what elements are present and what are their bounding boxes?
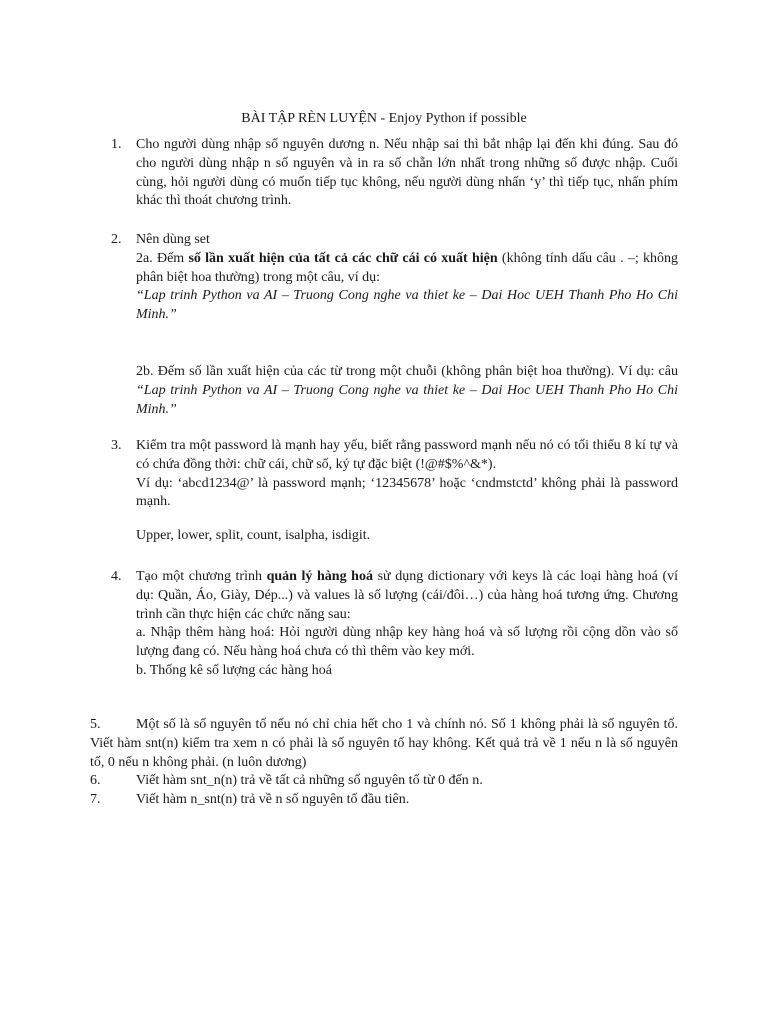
item-number: 7. bbox=[90, 792, 101, 807]
exercise-text: Một số là số nguyên tố nếu nó chỉ chia hết cho 1 và chính nó. Số 1 không phải là số nguyên tố. Viết hàm snt(n) kiểm tra xem n có phải là số nguyên tố hay không. Kết quả trả về 1 nếu n là số nguyên tố, 0 nếu n không phải. (n luôn dương) bbox=[90, 717, 678, 770]
exercise-text: Kiểm tra một password là mạnh hay yếu, biết rằng password mạnh nếu nó có tối thiểu 8 kí tự và có chứa đồng thời: chữ cái, chữ số, ký tự đặc biệt (!@#$%^&*). bbox=[136, 438, 678, 472]
exercise-1 bbox=[111, 136, 678, 211]
item-number: 4. bbox=[111, 569, 122, 584]
exercise-3 bbox=[111, 437, 678, 546]
exercise-2b-example: “Lap trinh Python va AI – Truong Cong nghe va thiet ke – Dai Hoc UEH Thanh Pho Ho Chi Minh.” bbox=[136, 382, 678, 417]
item-number: 6. bbox=[90, 773, 101, 788]
exercise-4a: a. Nhập thêm hàng hoá: Hỏi người dùng nhập key hàng hoá và số lượng rồi cộng dồn vào số lượng đang có. Nếu hàng hoá chưa có thì thêm vào key mới. bbox=[136, 625, 678, 660]
exercise-5 bbox=[90, 716, 678, 772]
exercise-text: Cho người dùng nhập số nguyên dương n. Nếu nhập sai thì bắt nhập lại đến khi đúng. Sau đó cho người dùng nhập n số nguyên và in ra số chẵn lớn nhất trong những số được nhập. Cuối cùng, hỏi người dùng có muốn tiếp tục không, nếu người dùng nhấn ‘y’ thì tiếp tục, nhấn phím khác thì thoát chương trình. bbox=[136, 137, 678, 209]
page-title: BÀI TẬP RÈN LUYỆN - Enjoy Python if possible bbox=[241, 111, 527, 126]
item-number: 1. bbox=[111, 137, 122, 152]
exercise-text: Tạo một chương trình quản lý hàng hoá sử dụng dictionary với keys là các loại hàng hoá (ví dụ: Quần, Áo, Giày, Dép...) và values là số lượng (cái/đôi…) của hàng hoá tương ứng. Chương trình cần thực hiện các chức năng sau: bbox=[136, 569, 679, 622]
exercise-text: Viết hàm n_snt(n) trả về n số nguyên tố đầu tiên. bbox=[136, 792, 410, 807]
item-number: 2. bbox=[111, 232, 122, 247]
exercise-4 bbox=[111, 568, 678, 681]
bold-phrase: quản lý hàng hoá bbox=[266, 569, 373, 584]
exercise-6 bbox=[90, 772, 678, 791]
exercise-text: Viết hàm snt_n(n) trả về tất cả những số nguyên tố từ 0 đến n. bbox=[136, 773, 483, 788]
exercise-hint: Nên dùng set bbox=[136, 232, 210, 247]
item-number: 3. bbox=[111, 438, 122, 453]
exercise-2b: 2b. Đếm số lần xuất hiện của các từ trong một chuỗi (không phân biệt hoa thường). Ví dụ: câu “Lap trinh Python va AI – Truong Cong nghe va thiet ke – Dai Hoc UEH Thanh Pho Ho Chi Minh.” bbox=[136, 363, 678, 417]
exercise-2a: 2a. Đếm số lần xuất hiện của tất cả các chữ cái có xuất hiện (không tính dấu câu . –; không phân biệt hoa thường) trong một câu, ví dụ: bbox=[136, 250, 678, 285]
exercise-hint: Upper, lower, split, count, isalpha, isdigit. bbox=[136, 528, 371, 544]
exercise-7 bbox=[90, 791, 678, 810]
exercise-2 bbox=[111, 231, 678, 419]
item-number: 5. bbox=[90, 717, 101, 732]
exercise-2a-example: “Lap trinh Python va AI – Truong Cong nghe va thiet ke – Dai Hoc UEH Thanh Pho Ho Chi Minh.” bbox=[136, 288, 678, 323]
bold-phrase: số lần xuất hiện của tất cả các chữ cái có xuất hiện bbox=[188, 250, 498, 266]
exercise-example: Ví dụ: ‘abcd1234@’ là password mạnh; ‘12345678’ hoặc ‘cndmstctd’ không phải là password mạnh. bbox=[136, 475, 678, 510]
exercise-4b: b. Thống kê số lượng các hàng hoá bbox=[136, 662, 332, 678]
